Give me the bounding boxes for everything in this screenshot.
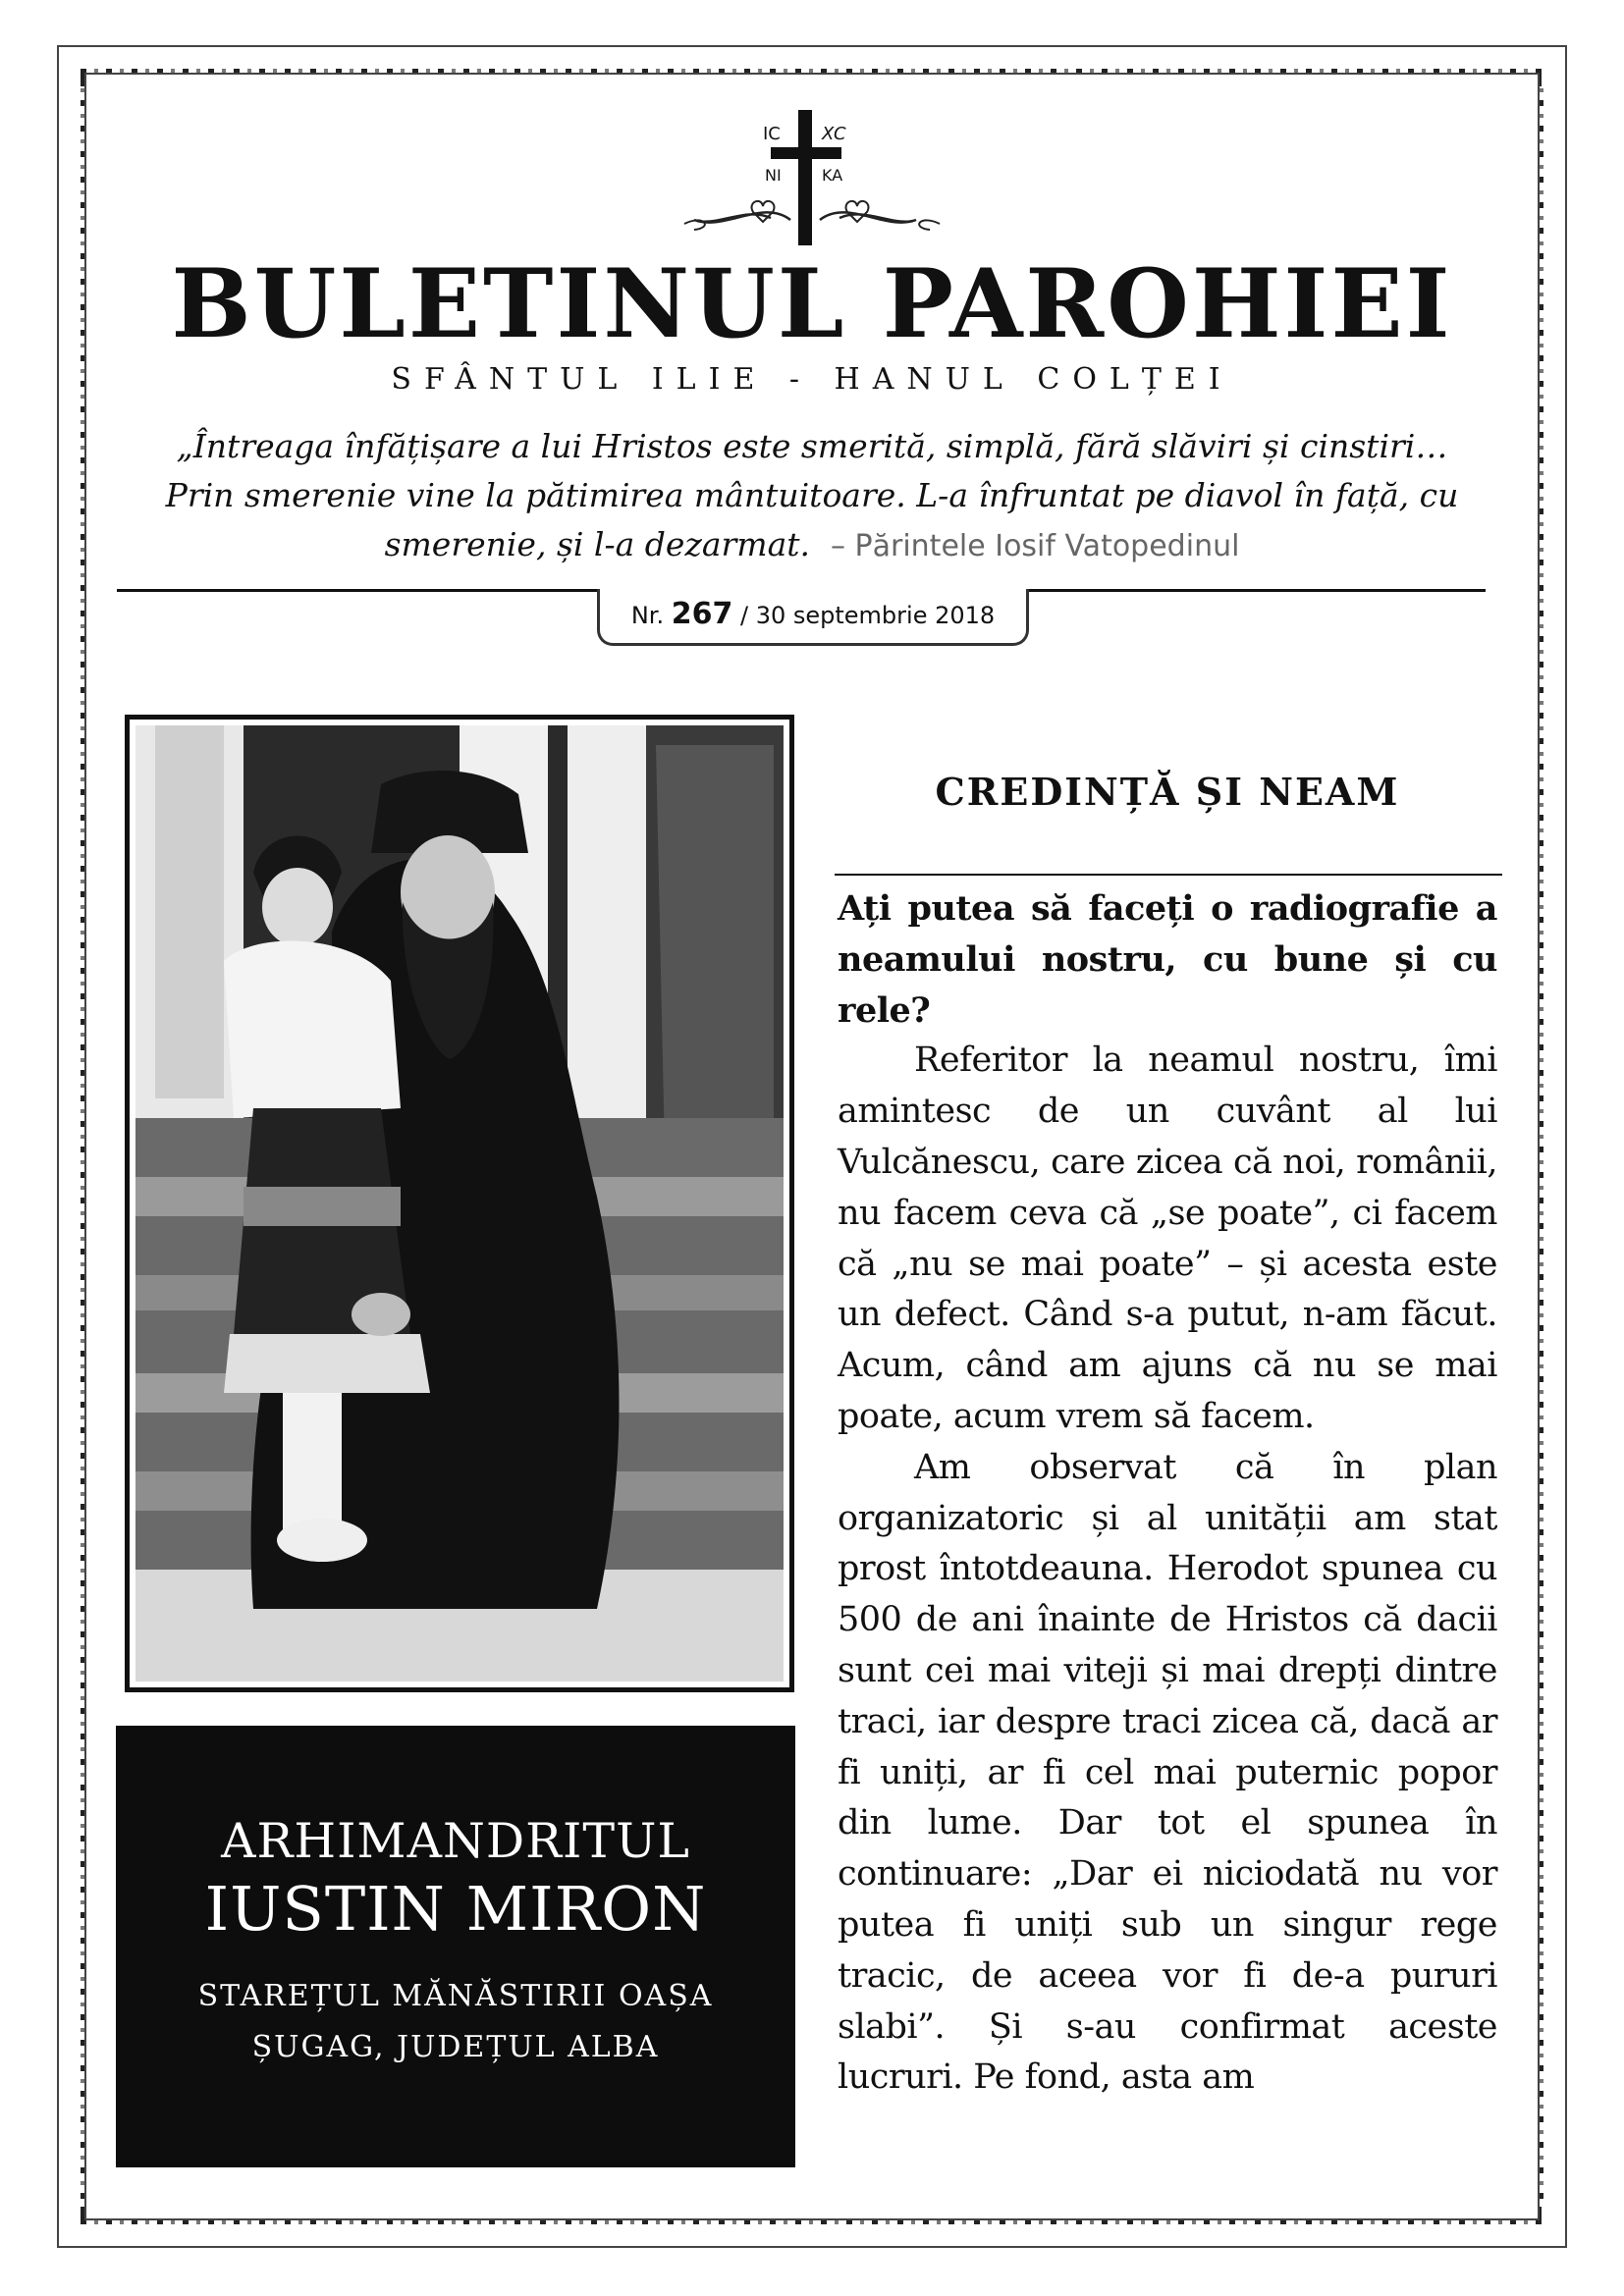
quote-line-1: „Întreaga înfățișare a lui Hristos este smerită, simplă, fără slăviri și cinstiri… [176,427,1448,465]
orthodox-cross-icon [655,104,969,251]
quote-author: – Părintele Iosif Vatopedinul [830,529,1240,563]
issue-date: / 30 septembrie 2018 [739,602,996,629]
cross-letters-tr: XC [822,124,846,144]
caption-name: IUSTIN MIRON [204,1873,707,1945]
section-rule [835,874,1502,876]
section-title: CREDINȚĂ ȘI NEAM [935,770,1400,814]
article-paragraph-2: Am observat că în plan organizatoric și al unității am stat prost întotdeauna. Herodot spunea cu 500 de ani înainte de Hristos că dacii sunt cei mai viteji și mai drepți dintre traci, iar despre traci zicea că, dacă ar fi uniți, ar fi cel mai puternic popor din lume. Dar tot el spunea în continuare: „Dar ei niciodată nu vor putea fi uniți sub un singur rege tracic, de aceea vor fi de-a pururi slabi”. Și s-au confirmat aceste lucruri. Pe fond, asta am [838,1447,1497,2098]
caption-subtitle [116,1971,795,2073]
caption-title: ARHIMANDRITUL [221,1813,690,1869]
monk-with-child-photo [125,715,794,1692]
article-paragraph-1: Referitor la neamul nostru, îmi amintesc de un cuvânt al lui Vulcănescu, care zicea că noi, românii, nu facem ceva că „se poate”, ci facem că „nu se mai poate” – și acesta este un defect. Când s-a putut, n-am făcut. Acum, când am ajuns că nu se mai poate, acum vrem să facem. [838,1041,1497,1436]
issue-badge [597,589,1029,646]
interview-question: Ați putea să faceți o radiografie a neamului nostru, cu bune și cu rele? [838,888,1497,1031]
epigraph-quote [147,422,1477,571]
caption-line-2: ȘUGAG, JUDEȚUL ALBA [251,2030,660,2064]
caption-line-1: STAREȚUL MĂNĂSTIRII OAȘA [197,1979,714,2013]
cross-letters-br: KA [822,166,843,185]
cross-letters-tl: IC [763,124,781,144]
quote-line-3: smerenie, și l-a dezarmat. [384,525,810,563]
issue-number: 267 [671,597,733,631]
article-body [838,883,1497,2104]
parish-subtitle: SFÂNTUL ILIE - HANUL COLȚEI [391,362,1233,397]
cross-letters-bl: NI [765,166,782,185]
subject-caption [116,1726,795,2167]
issue-prefix: Nr. [630,602,665,629]
quote-line-2: Prin smerenie vine la pătimirea mântuitoare. L-a înfruntat pe diavol în față, cu [165,476,1459,514]
newsletter-title: BULETINUL PAROHIEI [171,248,1453,359]
